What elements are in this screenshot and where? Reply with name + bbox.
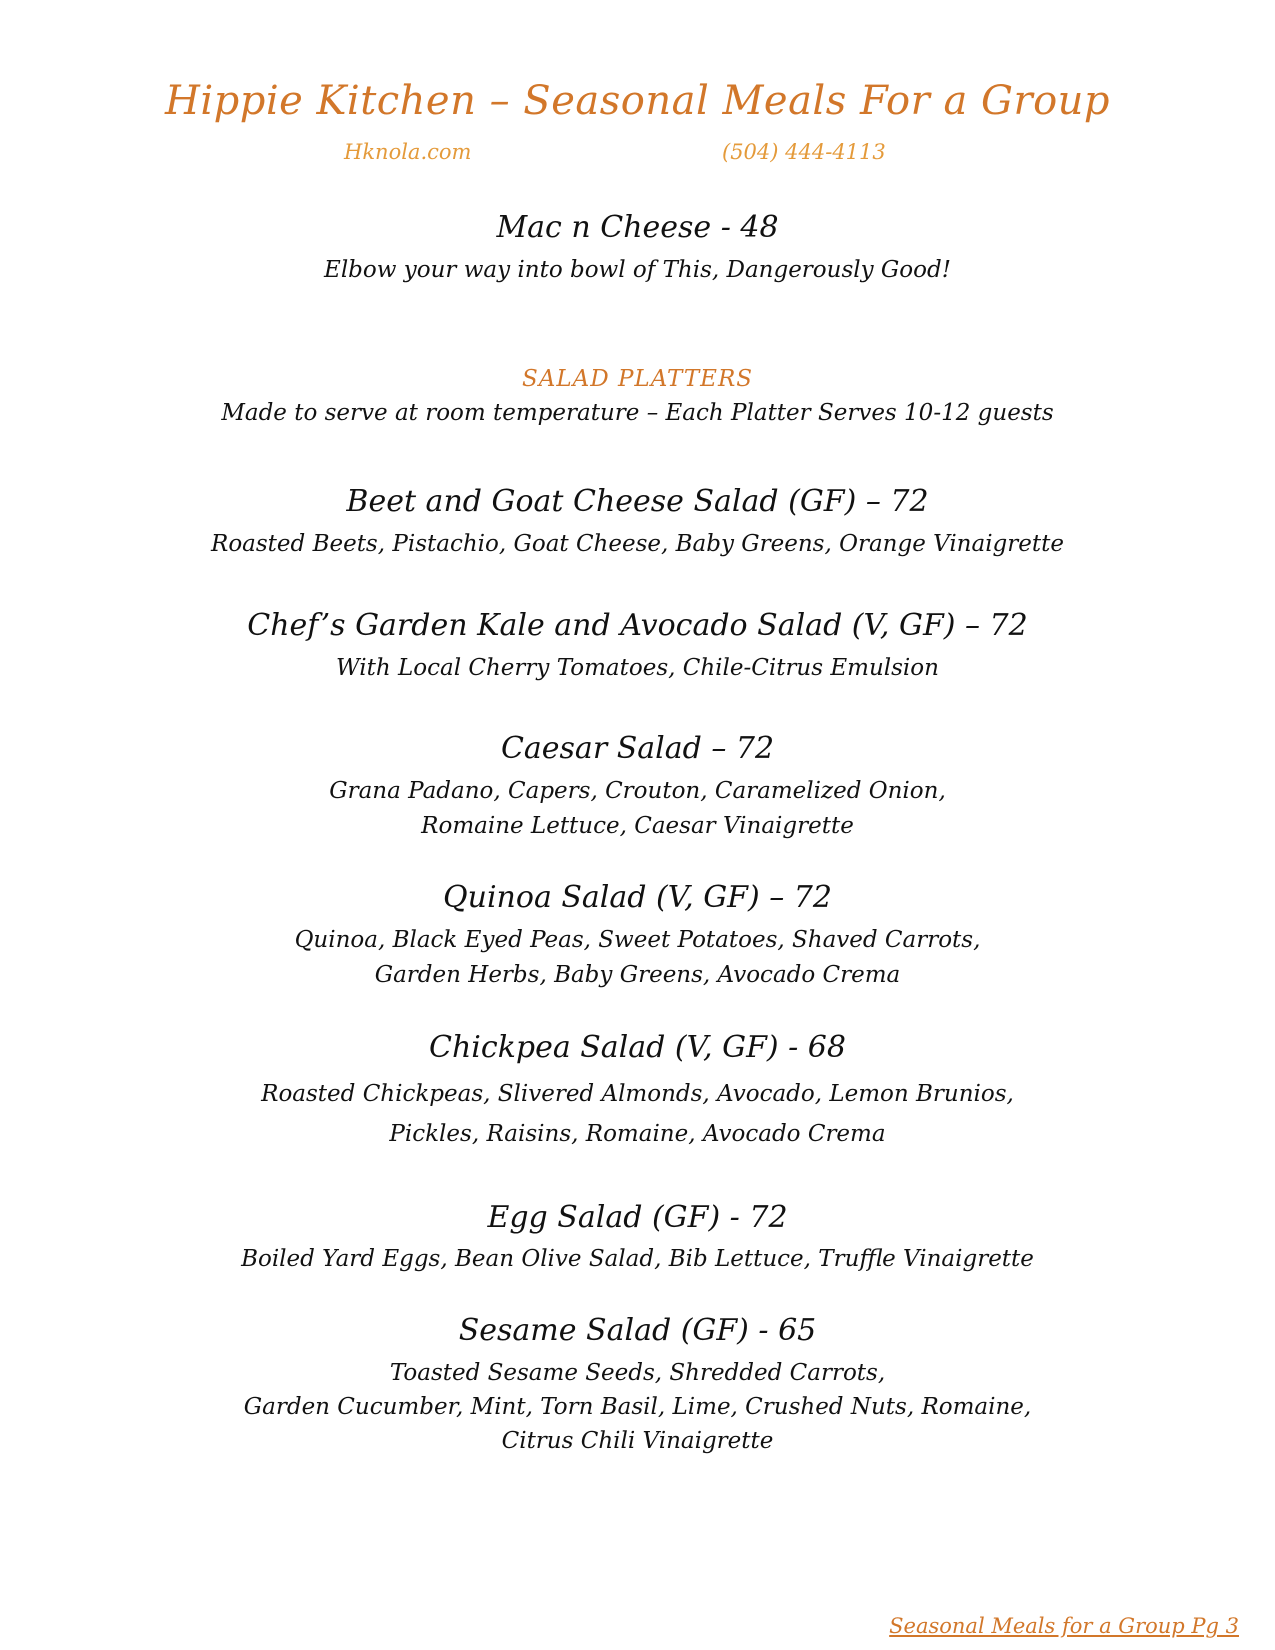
menu-item-desc: Roasted Chickpeas, Slivered Almonds, Avocado, Lemon Brunios,: [261, 1081, 1014, 1107]
feature-item-name: Mac n Cheese - 48: [496, 210, 779, 245]
menu-item-desc: Boiled Yard Eggs, Bean Olive Salad, Bib Lettuce, Truffle Vinaigrette: [241, 1246, 1034, 1272]
menu-item-desc: Garden Herbs, Baby Greens, Avocado Crema: [374, 962, 901, 988]
menu-item-desc: Quinoa, Black Eyed Peas, Sweet Potatoes, Shaved Carrots,: [294, 927, 981, 953]
menu-item-name: Chef’s Garden Kale and Avocado Salad (V, GF) – 72: [247, 608, 1028, 643]
feature-item-desc: Elbow your way into bowl of This, Dangerously Good!: [324, 257, 951, 283]
section-subheading: Made to serve at room temperature – Each Platter Serves 10-12 guests: [221, 400, 1054, 426]
section-heading: SALAD PLATTERS: [521, 366, 754, 392]
menu-item-desc: Citrus Chili Vinaigrette: [501, 1428, 774, 1454]
menu-item-desc: Pickles, Raisins, Romaine, Avocado Crema: [389, 1121, 886, 1147]
menu-item-desc: Garden Cucumber, Mint, Torn Basil, Lime, Crushed Nuts, Romaine,: [243, 1394, 1032, 1420]
menu-item-name: Caesar Salad – 72: [500, 731, 775, 766]
page-footer: Seasonal Meals for a Group Pg 3: [889, 1614, 1239, 1638]
menu-item-desc: Grana Padano, Capers, Crouton, Caramelized Onion,: [329, 778, 946, 804]
menu-item-desc: With Local Cherry Tomatoes, Chile-Citrus Emulsion: [336, 655, 939, 681]
menu-item-name: Chickpea Salad (V, GF) - 68: [429, 1030, 846, 1065]
menu-item-name: Sesame Salad (GF) - 65: [458, 1313, 817, 1348]
menu-item-name: Beet and Goat Cheese Salad (GF) – 72: [346, 484, 929, 519]
page-title: Hippie Kitchen – Seasonal Meals For a Group: [164, 78, 1111, 124]
menu-item-desc: Toasted Sesame Seeds, Shredded Carrots,: [389, 1360, 886, 1386]
menu-item-name: Quinoa Salad (V, GF) – 72: [443, 880, 832, 915]
phone-number[interactable]: (504) 444-4113: [722, 140, 886, 164]
menu-item-desc: Roasted Beets, Pistachio, Goat Cheese, Baby Greens, Orange Vinaigrette: [211, 531, 1064, 557]
menu-item-name: Egg Salad (GF) - 72: [487, 1200, 788, 1235]
website-link[interactable]: Hknola.com: [344, 140, 472, 164]
menu-item-desc: Romaine Lettuce, Caesar Vinaigrette: [421, 813, 854, 839]
